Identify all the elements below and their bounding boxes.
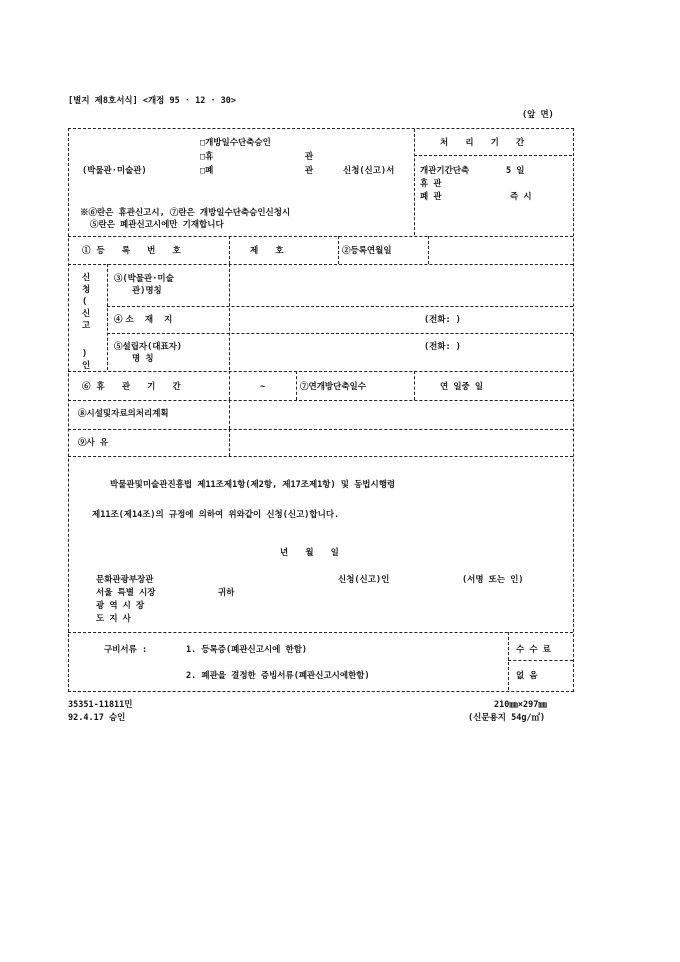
- disposal-plan-label: ⑧시설및자료의처리계획: [78, 409, 169, 419]
- statement-line-2: 제11조(제14조)의 규정에 의하여 위와같이 신청(신고)합니다.: [92, 510, 340, 520]
- form-number: [별지 제8호서식] <개정 95 · 12 · 30>: [68, 96, 237, 106]
- option-shorten-open-days: □개방일수단축승인: [200, 138, 271, 148]
- founder-label-1: ⑤설립자(대표자): [114, 342, 183, 352]
- applicant-signature-label: 신청(신고)인: [338, 575, 390, 585]
- registration-date-label: ②등록연월일: [342, 246, 392, 256]
- form-title-suffix: 신청(신고)서: [343, 166, 395, 176]
- instruction-note-2: ⑤란은 폐관신고시에만 기재합니다: [90, 220, 224, 230]
- closure-period-label: ⑥휴 관 기 간: [82, 382, 187, 392]
- disposal-plan-field[interactable]: [234, 409, 564, 421]
- recipient-ministry: 문화관광부장관: [96, 575, 154, 585]
- fee-label: 수 수 료: [516, 645, 551, 655]
- registration-number-value: 제 호: [250, 246, 290, 256]
- form-code: 35351-11811민: [68, 700, 133, 710]
- application-date: 년 월 일: [280, 548, 345, 558]
- museum-name-field[interactable]: [234, 274, 564, 298]
- statement-line-1: 박물관및미술관진흥법 제11조제1항(제2항, 제17조제1항) 및 동법시행령: [110, 480, 396, 490]
- processing-row-shorten-label: 개관기간단축: [420, 166, 470, 176]
- approval-date: 92.4.17 승인: [68, 713, 126, 723]
- required-document-1: 1. 등록증(폐관신고시에 한함): [186, 645, 308, 655]
- paper-type: (신문용지 54g/㎡): [468, 713, 546, 723]
- paper-size: 210㎜×297㎜: [494, 700, 547, 710]
- processing-row-permanent-label: 폐 관: [420, 192, 442, 202]
- recipient-province: 도 지 사: [96, 614, 131, 624]
- processing-row-permanent-value: 즉 시: [510, 192, 532, 202]
- museum-name-label-1: ③(박물관·미술: [114, 274, 174, 284]
- page-side-label: (앞 면): [522, 110, 554, 120]
- signature-or-seal: (서명 또는 인): [462, 575, 524, 585]
- location-label: ④소 재 지: [114, 315, 176, 325]
- registration-number-label: ①등 록 번 호: [82, 246, 187, 256]
- required-document-2: 2. 폐관을 결정한 증빙서류(폐관신고시에한함): [186, 671, 370, 681]
- recipient-honorific: 귀하: [218, 588, 235, 598]
- closure-period-range: ~: [260, 382, 266, 392]
- recipient-seoul: 서울 특별 시장: [96, 588, 156, 598]
- recipient-metro: 광 역 시 장: [96, 601, 145, 611]
- processing-period-title: 처 리 기 간: [440, 138, 531, 148]
- reason-field[interactable]: [234, 438, 564, 450]
- reason-label: ⑨사 유: [78, 438, 109, 448]
- processing-row-closure-label: 휴 관: [420, 179, 442, 189]
- processing-row-shorten-value: 5 일: [506, 166, 525, 176]
- option-temporary-closure-end: 관: [305, 152, 314, 162]
- option-permanent-closure: □폐: [200, 166, 214, 176]
- fee-value: 없 음: [516, 671, 538, 681]
- open-days-reduction-value: 연 일중 일: [440, 382, 484, 392]
- museum-name-label-2: 관)명칭: [132, 286, 162, 296]
- required-documents-label: 구비서류 :: [104, 645, 148, 655]
- form-category: (박물관·미술관): [82, 166, 147, 176]
- location-phone: (전화: ): [424, 315, 461, 325]
- instruction-note-1: ※⑥란은 휴관신고시, ⑦란은 개방일수단축승인신청시: [80, 208, 291, 218]
- registration-date-field[interactable]: [432, 246, 568, 258]
- open-days-reduction-label: ⑦연개방단축일수: [300, 382, 366, 392]
- option-temporary-closure: □휴: [200, 152, 214, 162]
- founder-phone: (전화: ): [424, 342, 461, 352]
- founder-label-2: 명 칭: [132, 354, 154, 364]
- option-permanent-closure-end: 관: [305, 166, 314, 176]
- applicant-vertical-label: 신 청 ( 신 고 ) 인: [82, 273, 91, 371]
